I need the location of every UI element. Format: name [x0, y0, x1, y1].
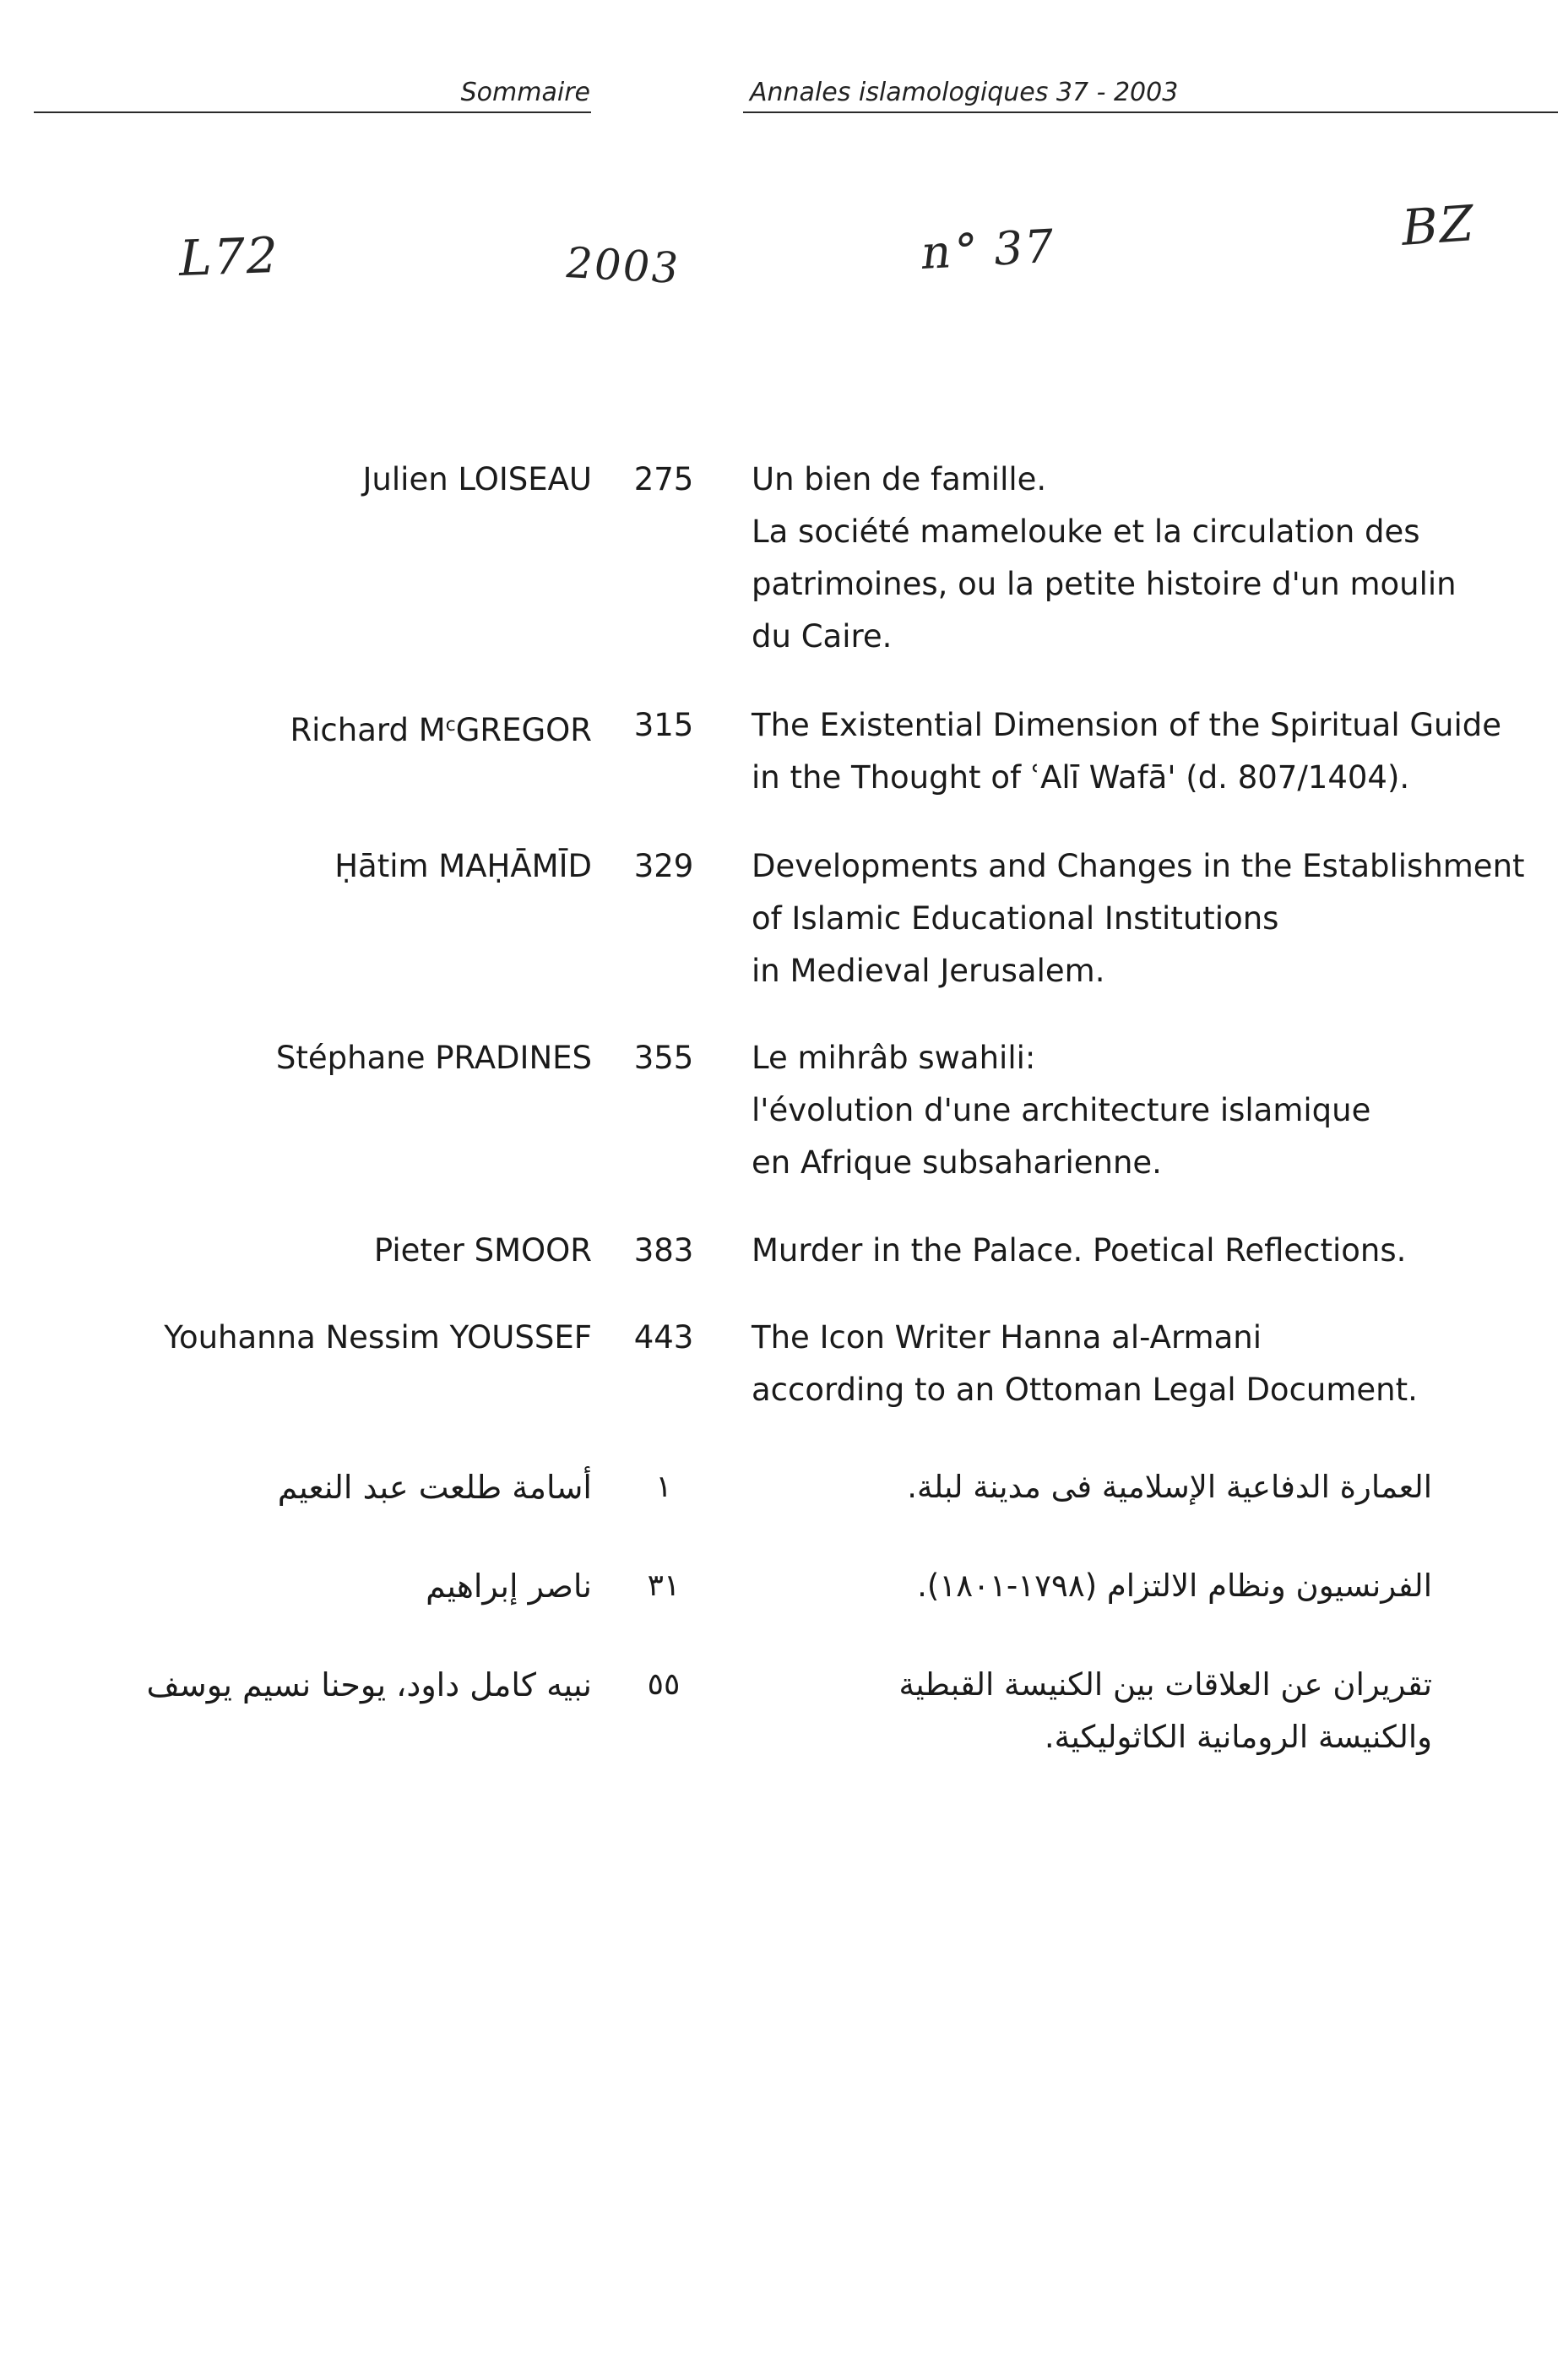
toc-title-line: الفرنسيون ونظام الالتزام (١٧٩٨-١٨٠١).	[917, 1568, 1432, 1604]
toc-title-line: والكنيسة الرومانية الكاثوليكية.	[1044, 1719, 1432, 1755]
toc-author-superscript: c	[445, 715, 456, 736]
toc-title-line: du Caire.	[752, 618, 893, 655]
toc-author: Julien LOISEAU	[362, 461, 592, 497]
toc-author: نبيه كامل داود، يوحنا نسيم يوسف	[146, 1666, 592, 1703]
toc-page-number: 383	[633, 1232, 694, 1269]
toc-title	[752, 1032, 1537, 1189]
header-rule-left	[34, 111, 591, 113]
toc-title-line: en Afrique subsaharienne.	[752, 1144, 1162, 1181]
toc-title-line: patrimoines, ou la petite histoire d'un moulin	[752, 566, 1457, 602]
running-header-journal: Annales islamologiques 37 - 2003	[750, 78, 1179, 107]
toc-page-number: ٥٥	[647, 1667, 681, 1702]
toc-title	[757, 1659, 1432, 1763]
toc-title	[752, 1225, 1537, 1277]
toc-page-number: ١	[655, 1470, 672, 1504]
toc-author-part: GREGOR	[455, 712, 592, 748]
toc-title-line: The Icon Writer Hanna al-Armani	[752, 1319, 1262, 1356]
toc-title-line: Un bien de famille.	[752, 461, 1047, 497]
toc-title-line: in the Thought of ʿAlī Wafā' (d. 807/1404).	[752, 759, 1410, 796]
toc-title-line: The Existential Dimension of the Spiritual Guide	[752, 707, 1502, 743]
toc-title-line: according to an Ottoman Legal Document.	[752, 1372, 1418, 1408]
toc-page-number: 355	[633, 1040, 694, 1076]
handwritten-issue-number: n° 37	[919, 219, 1059, 280]
toc-author	[290, 699, 592, 757]
toc-title-line: in Medieval Jerusalem.	[752, 953, 1105, 989]
toc-title-line: La société mamelouke et la circulation des	[752, 513, 1420, 550]
toc-title	[752, 454, 1537, 663]
handwritten-library-code: BZ	[1397, 193, 1479, 258]
toc-title-line: l'évolution d'une architecture islamique	[752, 1092, 1371, 1128]
toc-author: Pieter SMOOR	[373, 1232, 592, 1269]
toc-page-number: 315	[633, 707, 694, 743]
toc-title	[757, 1560, 1432, 1612]
toc-author-part: Richard M	[290, 712, 446, 748]
toc-title-line: تقريران عن العلاقات بين الكنيسة القبطية	[898, 1666, 1432, 1703]
toc-page-number: 443	[633, 1319, 694, 1356]
toc-page-number: 275	[633, 461, 694, 497]
toc-author: Youhanna Nessim YOUSSEF	[164, 1319, 592, 1356]
header-rule-right	[743, 111, 1558, 113]
toc-title	[752, 1312, 1537, 1416]
toc-author: Ḥātim MAḤĀMĪD	[334, 848, 592, 884]
toc-author: أسامة طلعت عبد النعيم	[277, 1469, 592, 1506]
toc-title-line: العمارة الدفاعية الإسلامية فى مدينة لبلة.	[907, 1469, 1432, 1505]
toc-title	[752, 840, 1537, 997]
toc-author: ناصر إبراهيم	[426, 1568, 592, 1605]
toc-title	[757, 1461, 1432, 1513]
handwritten-shelfmark: L72	[173, 226, 285, 288]
toc-title-line: of Islamic Educational Institutions	[752, 900, 1279, 937]
toc-title-line: Developments and Changes in the Establishment	[752, 848, 1525, 884]
handwritten-year: 2003	[561, 238, 685, 293]
toc-page-number: ٣١	[647, 1568, 681, 1603]
toc-title	[752, 699, 1537, 804]
toc-author: Stéphane PRADINES	[275, 1040, 592, 1076]
toc-page-number: 329	[633, 848, 694, 884]
running-header-section: Sommaire	[460, 78, 590, 107]
toc-title-line: Le mihrâb swahili:	[752, 1040, 1036, 1076]
toc-title-line: Murder in the Palace. Poetical Reflections.	[752, 1232, 1407, 1269]
